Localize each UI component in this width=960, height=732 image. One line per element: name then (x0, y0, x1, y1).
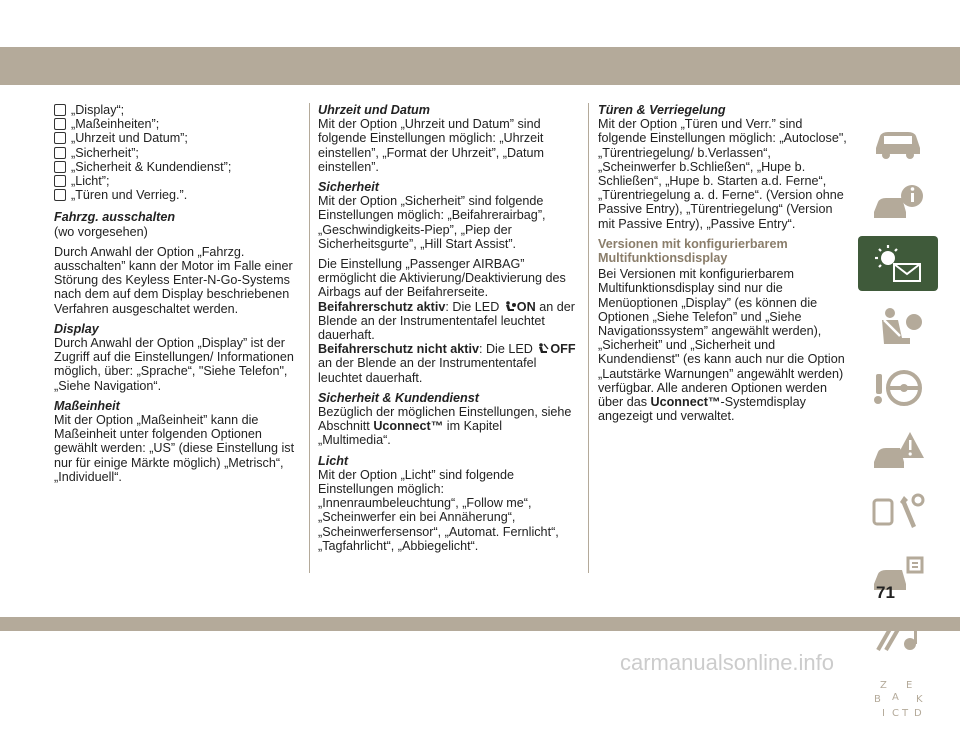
header-band (0, 47, 960, 85)
multimedia-icon (870, 614, 926, 658)
svg-text:D: D (914, 707, 922, 719)
paragraph: Durch Anwahl der Option „Fahrzg. ausschalten” kann der Motor im Falle einer Störung des Keyless Enter-N-Go-Systems nach dem auf dem Display beschriebenen Verfahren ausgeschaltet werden. (54, 244, 293, 316)
list-item: „Maßeinheiten”; (54, 117, 302, 131)
section-heading: Sicherheit & Kundendienst (318, 390, 479, 405)
section-heading: Fahrzg. ausschalten (54, 210, 176, 225)
svg-text:C: C (892, 707, 899, 719)
footer-band (0, 617, 960, 631)
column-divider (588, 103, 589, 573)
svg-text:E: E (906, 679, 913, 691)
tab-driving[interactable] (858, 360, 938, 415)
section-heading: Maßeinheit (54, 398, 120, 413)
airbag-off-paragraph: Beifahrerschutz nicht aktiv: Die LED OFF an der Blende an der Instrumententafel leuchtet dauerhaft. (318, 342, 576, 385)
checkbox-icon (54, 147, 66, 159)
paragraph: Die Einstellung „Passenger AIRBAG” ermöglicht die Aktivierung/Deaktivierung des Airbags auf der Beifahrerseite. (318, 257, 566, 300)
alphabet-index-icon (870, 676, 926, 720)
paragraph: Mit der Option „Licht” sind folgende Einstellungen möglich: „Innenraumbeleuchtung“, „Follow me“, „Scheinwerfer ein bei Annäherung“, „Scheinwerfersensor“, „Automat. Fernlicht“, „Tagfahrlicht“, „Abbiegelicht“. (318, 467, 559, 553)
list-item: „Sicherheit”; (54, 146, 302, 160)
checkbox-icon (54, 189, 66, 201)
chapter-tabs (858, 112, 938, 732)
paragraph: Bei Versionen mit konfigurierbarem Multifunktionsdisplay sind nur die Menüoptionen „Display” (es können die Optionen „Siehe Telefon” und „Siehe Navigationssystem” angewählt werden), „Sicherheit” und „Sicherheit und Kundendienst" (es kann auch nur die Option „Lautstärke Warnungen” angewählt werden) verfügbar. Alle anderen Optionen werden über das Uconnect™-Systemdisplay angezeigt und verwaltet. (598, 267, 845, 424)
column-3 (598, 103, 848, 429)
checkbox-icon (54, 118, 66, 130)
section-heading: Sicherheit (318, 180, 379, 195)
paragraph: Mit der Option „Sicherheit” sind folgende Einstellungen möglich: „Beifahrerairbag”, „Geschwindigkeits-Piep”, „Piep der Sicherheitsgurte”, „Hill Start Assist”. (318, 194, 546, 251)
list-item: „Sicherheit & Kundendienst”; (54, 160, 302, 174)
tab-lights-display[interactable] (858, 236, 938, 291)
list-item: „Uhrzeit und Datum”; (54, 131, 302, 145)
tab-info[interactable] (858, 174, 938, 229)
car-info-icon (870, 180, 926, 224)
checkbox-icon (54, 104, 66, 116)
paragraph: Mit der Option „Türen und Verr.” sind folgende Einstellungen möglich: „Autoclose", „Türentriegelung/ b.Verlassen“, „Scheinwerfer b.Schließen“, „Hupe b. Schließen“, „Hupe b. Starten a.d. Ferne“, „Türentriegelung a. d. Ferne“. (Version ohne Passive Entry), „Türentriegelung“ (Version mit Passive Entry), „Passive Entry“. (598, 117, 847, 231)
checkbox-icon (54, 175, 66, 187)
svg-text:A: A (892, 691, 899, 703)
tab-safety[interactable] (858, 298, 938, 353)
tab-maintenance[interactable] (858, 484, 938, 539)
svg-text:I: I (882, 707, 885, 719)
warning-car-icon (870, 428, 926, 472)
column-divider (309, 103, 310, 573)
tab-index[interactable] (858, 670, 938, 725)
list-item: „Türen und Verrieg.”. (54, 188, 302, 202)
watermark: carmanualsonline.info (620, 650, 835, 675)
light-envelope-icon (870, 242, 926, 286)
svg-text:T: T (902, 707, 909, 719)
tab-emergency[interactable] (858, 422, 938, 477)
tab-multimedia[interactable] (858, 608, 938, 663)
checkbox-icon (54, 132, 66, 144)
list-item: „Licht”; (54, 174, 302, 188)
tab-technical[interactable] (858, 546, 938, 601)
seatbelt-icon (870, 304, 926, 348)
car-icon (870, 118, 926, 162)
menu-options-list (54, 103, 302, 202)
tab-vehicle[interactable] (858, 112, 938, 167)
column-1 (54, 103, 302, 490)
airbag-on-paragraph: Beifahrerschutz aktiv: Die LED ON an der Blende an der Instrumententafel leuchtet dauerhaft. (318, 299, 575, 343)
paragraph: Mit der Option „Maßeinheit” kann die Maßeinheit unter folgenden Optionen gewählt werden: „US” (diese Einstellung ist nur für einige Märkte möglich) „Metrisch“, „Individuell“. (54, 413, 295, 484)
paragraph: Mit der Option „Uhrzeit und Datum” sind folgende Einstellungen möglich: „Uhrzeit einstellen”, „Format der Uhrzeit”, „Datum einstellen”. (318, 117, 545, 174)
section-heading: Türen & Verriegelung (598, 103, 726, 117)
paragraph: Bezüglich der möglichen Einstellungen, siehe Abschnitt Uconnect™ im Kapitel „Multimedia“. (318, 405, 572, 448)
svg-text:B: B (874, 693, 881, 705)
section-heading: Versionen mit konfigurierbarem Multifunktionsdisplay (598, 236, 788, 266)
airbag-off-icon (537, 343, 549, 354)
steering-wheel-icon (870, 366, 926, 410)
column-2 (318, 103, 578, 559)
svg-text:Z: Z (880, 679, 887, 691)
page-number: 71 (876, 583, 895, 602)
tools-icon (870, 490, 926, 534)
list-item: „Display“; (54, 103, 302, 117)
checkbox-icon (54, 161, 66, 173)
section-heading: Licht (318, 453, 349, 468)
section-subheading: (wo vorgesehen) (54, 224, 148, 239)
section-heading: Uhrzeit und Datum (318, 103, 430, 117)
airbag-passenger-icon (504, 301, 516, 312)
section-heading: Display (54, 321, 99, 336)
paragraph: Durch Anwahl der Option „Display” ist der Zugriff auf die Einstellungen/ Informationen möglich, über: „Sprache“, "Siehe Telefon", „Siehe Navigation“. (54, 336, 294, 393)
svg-text:K: K (916, 693, 923, 705)
